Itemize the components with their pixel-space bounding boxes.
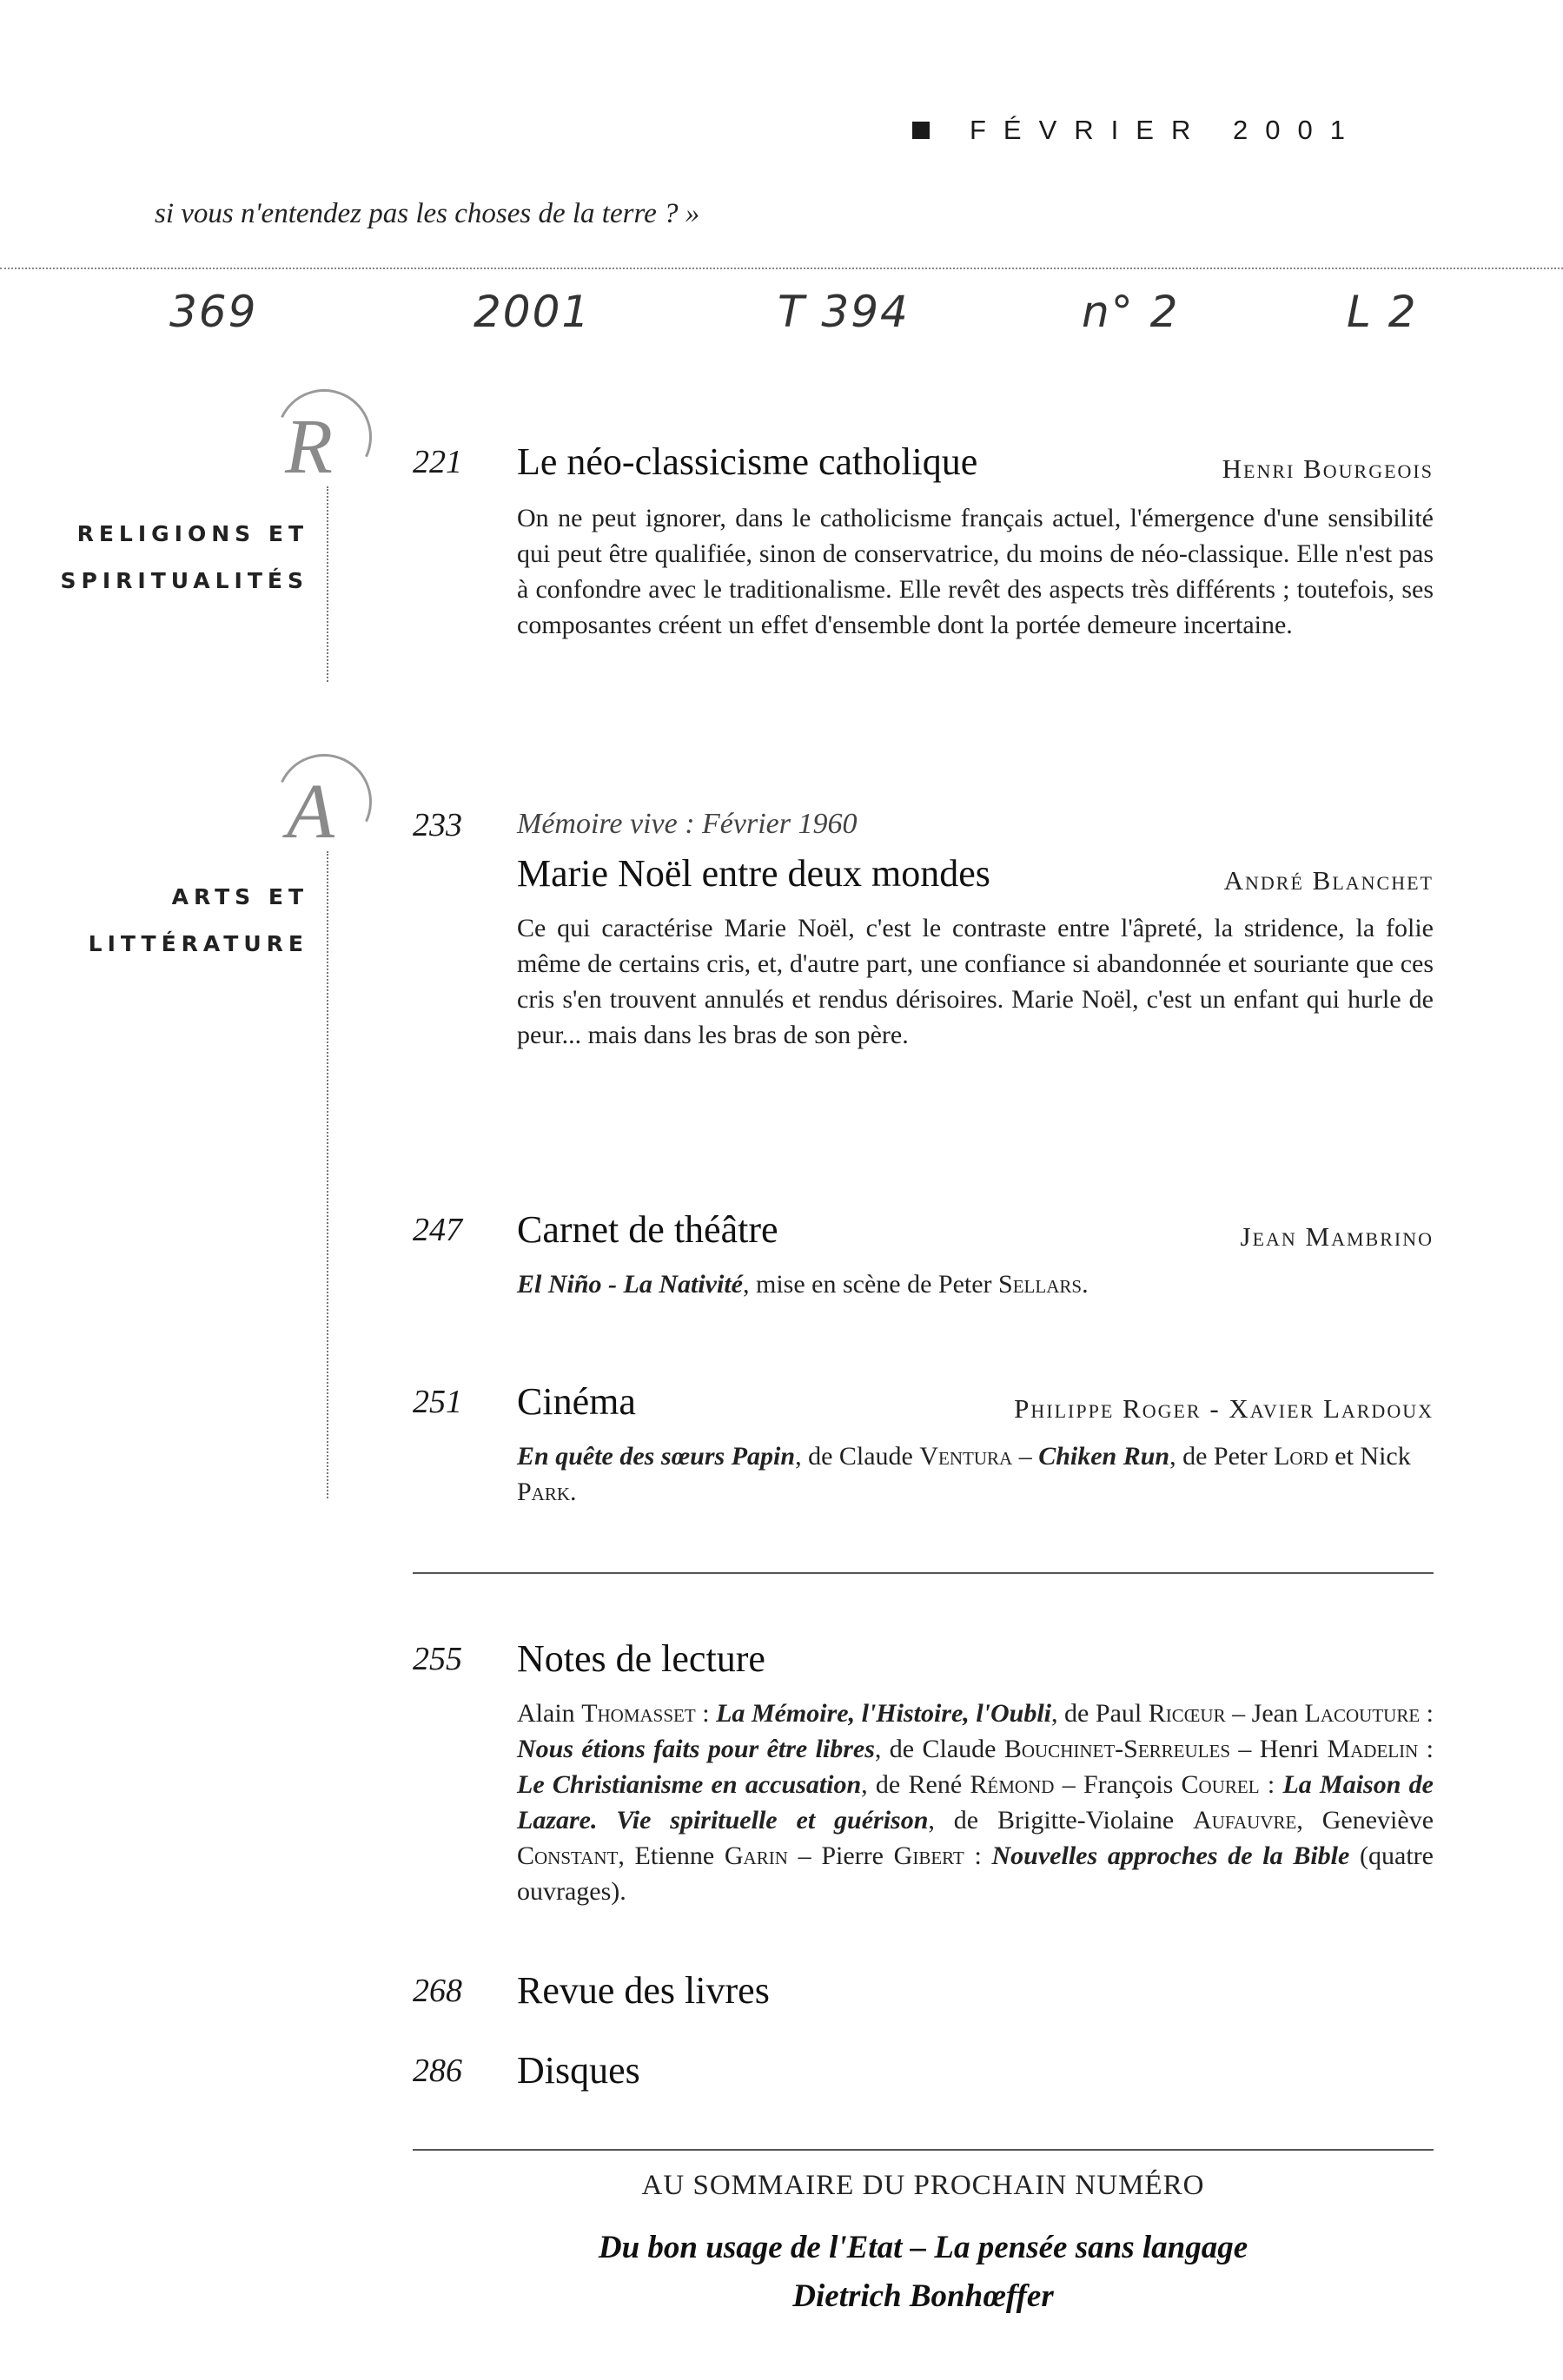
section-label-religions: RELIGIONS ET SPIRITUALITÉS xyxy=(60,521,308,593)
page-number: 247 xyxy=(413,1212,462,1248)
article-author: Henri Bourgeois xyxy=(1222,453,1434,484)
dotted-divider xyxy=(0,268,1563,269)
article-author: Philippe Roger - Xavier Lardoux xyxy=(1014,1393,1434,1424)
section-label-arts: ARTS ET LITTÉRATURE xyxy=(88,884,308,956)
section-rule xyxy=(327,851,328,1498)
issue-date xyxy=(912,115,1362,146)
handwritten-note: L 2 xyxy=(1347,287,1418,337)
article-title: Notes de lecture xyxy=(517,1637,765,1680)
article-author: Jean Mambrino xyxy=(1240,1221,1434,1252)
article-title: Carnet de théâtre xyxy=(517,1208,778,1251)
section-rule xyxy=(327,486,328,682)
article-summary: El Niño - La Nativité, mise en scène de Peter Sellars. xyxy=(517,1270,1089,1299)
next-issue-line: Dietrich Bonhœffer xyxy=(792,2278,1054,2314)
next-issue-heading: AU SOMMAIRE DU PROCHAIN NUMÉRO xyxy=(641,2170,1205,2201)
article-title: Cinéma xyxy=(517,1380,636,1423)
issue-month: FÉVRIER 2001 xyxy=(970,115,1362,145)
page-number: 251 xyxy=(413,1384,462,1420)
section-letter-r: R xyxy=(285,404,333,490)
page-number: 233 xyxy=(413,807,462,843)
article-title: Marie Noël entre deux mondes xyxy=(517,852,990,895)
article-title: Revue des livres xyxy=(517,1969,770,2012)
article-summary: Ce qui caractérise Marie Noël, c'est le contraste entre l'âpreté, la stridence, la folie même de certains cris, et, d'autre part, une confiance si abandonnée et souriante que ces cris s'en trouvent annulés et rendus dérisoires. Marie Noël, c'est un enfant qui hurle de peur... mais dans les bras de son père. xyxy=(517,914,1434,1049)
bullet-square-icon xyxy=(912,122,930,139)
horizontal-rule xyxy=(413,1572,1434,1574)
page-number: 221 xyxy=(413,444,462,480)
next-issue-line: Du bon usage de l'Etat – La pensée sans langage xyxy=(598,2230,1248,2265)
article-title: Le néo-classicisme catholique xyxy=(517,440,978,483)
handwritten-note: 369 xyxy=(169,287,258,337)
article-summary: On ne peut ignorer, dans le catholicisme français actuel, l'émergence d'une sensibilité qui peut être qualifiée, sinon de conservatrice, du moins de néo-classique. Elle n'est pas à confondre avec le traditionalisme. Elle revêt des aspects très différents ; toutefois, ses composantes créent un effet d'ensemble dont la portée demeure incertaine. xyxy=(517,504,1434,639)
handwritten-note: T 394 xyxy=(778,287,910,337)
article-summary: Alain Thomasset : La Mémoire, l'Histoire, l'Oubli, de Paul Ricœur – Jean Lacouture : Nous étions faits pour être libres, de Claude Bouchinet-Serreules – Henri Madelin : Le Christianisme en accusation, de René Rémond – François Courel : La Maison de Lazare. Vie spirituelle et guérison, de Brigitte-Violaine Aufauvre, Geneviève Constant, Etienne Garin – Pierre Gibert : Nouvelles approches de la Bible (quatre ouvrages). xyxy=(517,1699,1434,1906)
page-number: 268 xyxy=(413,1973,462,2009)
epigraph-quote: si vous n'entendez pas les choses de la terre ? » xyxy=(155,198,700,229)
section-letter-a: A xyxy=(287,769,334,855)
article-author: André Blanchet xyxy=(1223,865,1434,896)
horizontal-rule xyxy=(413,2149,1434,2151)
article-kicker: Mémoire vive : Février 1960 xyxy=(517,808,858,840)
article-title: Disques xyxy=(517,2049,640,2092)
handwritten-note: n° 2 xyxy=(1082,287,1180,337)
handwritten-note: 2001 xyxy=(474,287,592,337)
article-summary: En quête des sœurs Papin, de Claude Ventura – Chiken Run, de Peter Lord et Nick Park. xyxy=(517,1442,1411,1506)
page-number: 286 xyxy=(413,2053,462,2089)
page-number: 255 xyxy=(413,1641,462,1677)
